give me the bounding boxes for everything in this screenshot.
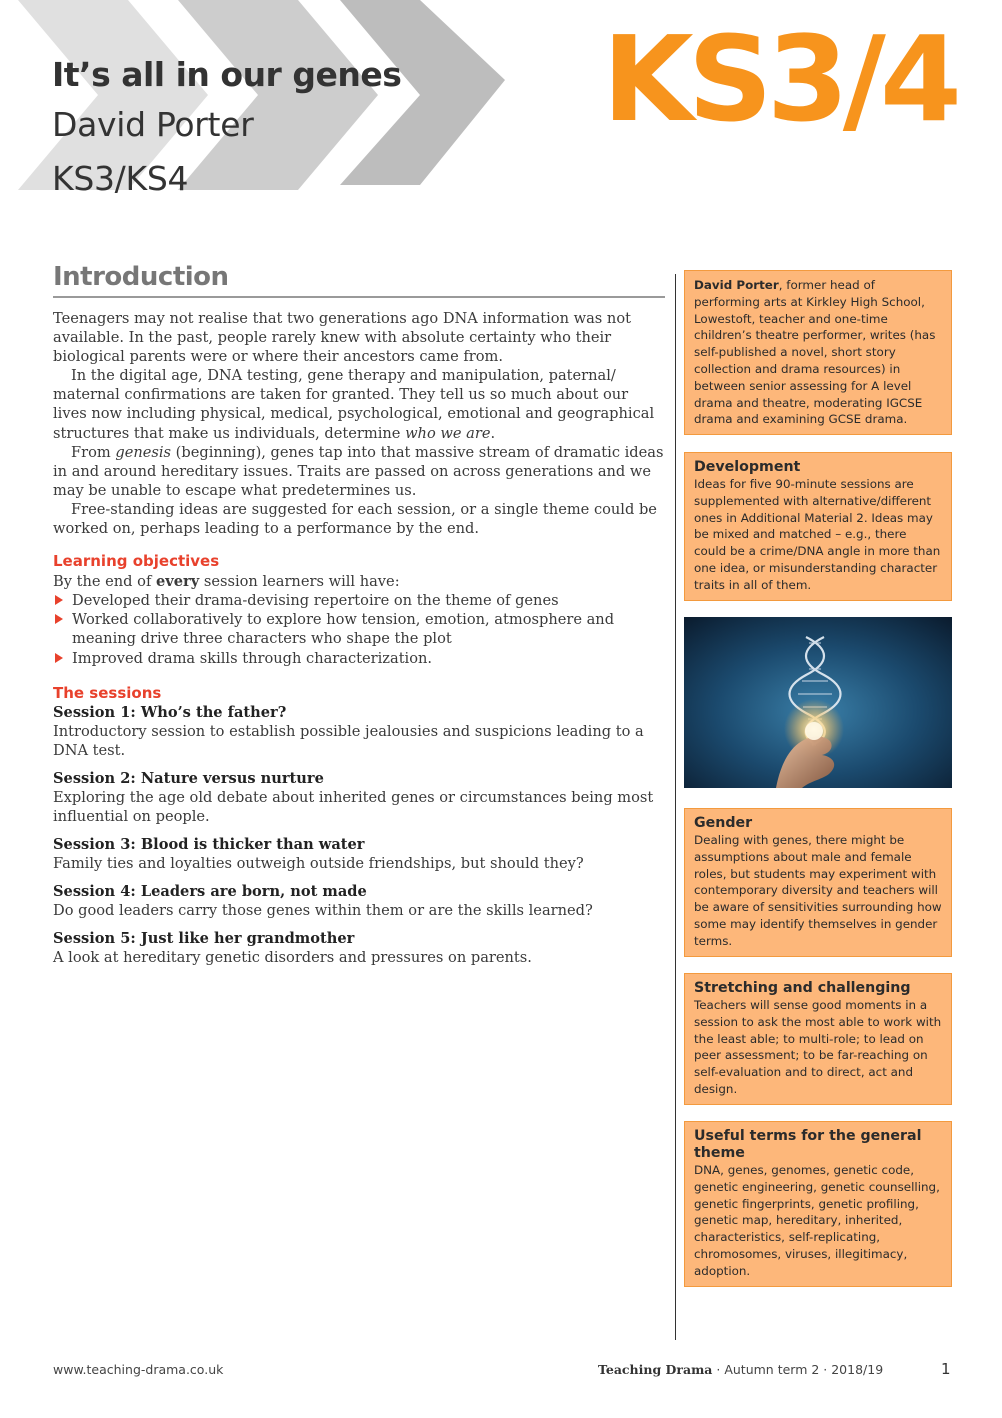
sessions-list — [53, 703, 665, 968]
bullet-arrow-icon — [55, 653, 63, 663]
author-name: David Porter — [52, 105, 254, 144]
key-stage-label: KS3/KS4 — [52, 159, 189, 198]
development-heading: Development — [694, 459, 801, 475]
dna-photo — [684, 617, 952, 788]
introduction-text — [53, 309, 665, 538]
intro-paragraph: Teenagers may not realise that two generations ago DNA information was not available. In the past, people rarely knew with absolute certainty who their biological parents were or where their ancestors came from. — [53, 310, 631, 366]
useful-terms-box — [684, 1121, 952, 1287]
session-item — [53, 769, 665, 826]
objectives-list — [53, 591, 665, 667]
session-item — [53, 703, 665, 760]
development-box — [684, 452, 952, 601]
session-description: Exploring the age old debate about inherited genes or circumstances being most influential on people. — [53, 788, 654, 825]
useful-terms-text: DNA, genes, genomes, genetic code, genetic engineering, genetic counselling, genetic fingerprints, genetic profiling, genetic map, hereditary, inherited, characteristics, self-replicating, chromosomes, viruses, illegitimacy, adoption. — [694, 1163, 940, 1278]
intro-paragraph: Free-standing ideas are suggested for each session, or a single theme could be worked on, perhaps leading to a performance by the end. — [53, 500, 657, 538]
gender-heading: Gender — [694, 815, 753, 831]
list-item: Improved drama skills through characterization. — [53, 649, 665, 668]
useful-terms-heading: Useful terms for the general theme — [694, 1128, 922, 1161]
title-block — [52, 52, 401, 206]
session-description: A look at hereditary genetic disorders and pressures on parents. — [53, 949, 532, 967]
intro-paragraph: From genesis (beginning), genes tap into that massive stream of dramatic ideas in and around hereditary issues. Traits are passed on across generations and we may be unable to escape what predetermines us. — [53, 443, 664, 499]
stretching-text: Teachers will sense good moments in a session to ask the most able to work with the least able; to multi-role; to lead on peer assessment; to be far-reaching on self-evaluation and to direct, act and design. — [694, 998, 942, 1096]
session-item — [53, 929, 665, 967]
intro-paragraph: In the digital age, DNA testing, gene therapy and manipulation, paternal/ maternal confirmations are taken for granted. They tell us so much about our lives now including physical, medical, psychological, emotional and geographical structures that make us individuals, determine who we are. — [53, 367, 655, 442]
stretching-heading: Stretching and challenging — [694, 980, 911, 996]
introduction-heading: Introduction — [53, 262, 665, 298]
session-title: Session 2: Nature versus nurture — [53, 769, 324, 787]
session-description: Do good leaders carry those genes within them or are the skills learned? — [53, 902, 593, 920]
footer-website[interactable]: www.teaching-drama.co.uk — [53, 1362, 224, 1377]
gender-text: Dealing with genes, there might be assumptions about male and female roles, but students may experiment with contemporary diversity and teachers will be aware of sensitivities surrounding how some may identify themselves in gender terms. — [694, 833, 942, 948]
main-column — [53, 262, 665, 976]
learning-objectives-heading: Learning objectives — [53, 552, 220, 571]
column-divider — [675, 274, 676, 1340]
session-title: Session 1: Who’s the father? — [53, 703, 287, 721]
sessions-heading: The sessions — [53, 683, 162, 702]
bio-text: , former head of performing arts at Kirkley High School, Lowestoft, teacher and one-time children’s theatre performer, writes (has self-published a novel, short story collection and drama resources) in between senior assessing for A level drama and theatre, moderating IGCSE drama and examining GCSE drama. — [694, 278, 936, 427]
issue-info: · Autumn term 2 · 2018/19 — [712, 1362, 884, 1377]
bio-author-name: David Porter — [694, 278, 779, 292]
session-title: Session 5: Just like her grandmother — [53, 930, 355, 948]
development-text: Ideas for five 90-minute sessions are supplemented with alternative/different ones in Additional Material 2. Ideas may be mixed and matched – e.g., there could be a crime/DNA angle in more than one idea, or misunderstanding character traits in all of them. — [694, 477, 941, 592]
session-title: Session 3: Blood is thicker than water — [53, 835, 365, 853]
session-item — [53, 882, 665, 920]
objectives-lead: By the end of every session learners will have: — [53, 573, 400, 591]
key-stage-badge: KS3/4 — [602, 10, 956, 148]
article-title: It’s all in our genes — [52, 55, 402, 94]
bullet-arrow-icon — [55, 614, 63, 624]
stretching-box — [684, 973, 952, 1105]
session-title: Session 4: Leaders are born, not made — [53, 883, 367, 901]
footer-publication — [598, 1362, 883, 1377]
session-item — [53, 835, 665, 873]
bullet-arrow-icon — [55, 595, 63, 605]
list-item: Worked collaboratively to explore how tension, emotion, atmosphere and meaning drive three characters who shape the plot — [53, 610, 665, 648]
page-number: 1 — [941, 1360, 951, 1378]
author-bio-box — [684, 270, 952, 435]
session-description: Family ties and loyalties outweigh outside friendships, but should they? — [53, 854, 584, 872]
publication-name: Teaching Drama — [598, 1362, 713, 1377]
list-item: Developed their drama-devising repertoire on the theme of genes — [53, 591, 665, 610]
session-description: Introductory session to establish possible jealousies and suspicions leading to a DNA test. — [53, 722, 644, 759]
gender-box — [684, 808, 952, 957]
